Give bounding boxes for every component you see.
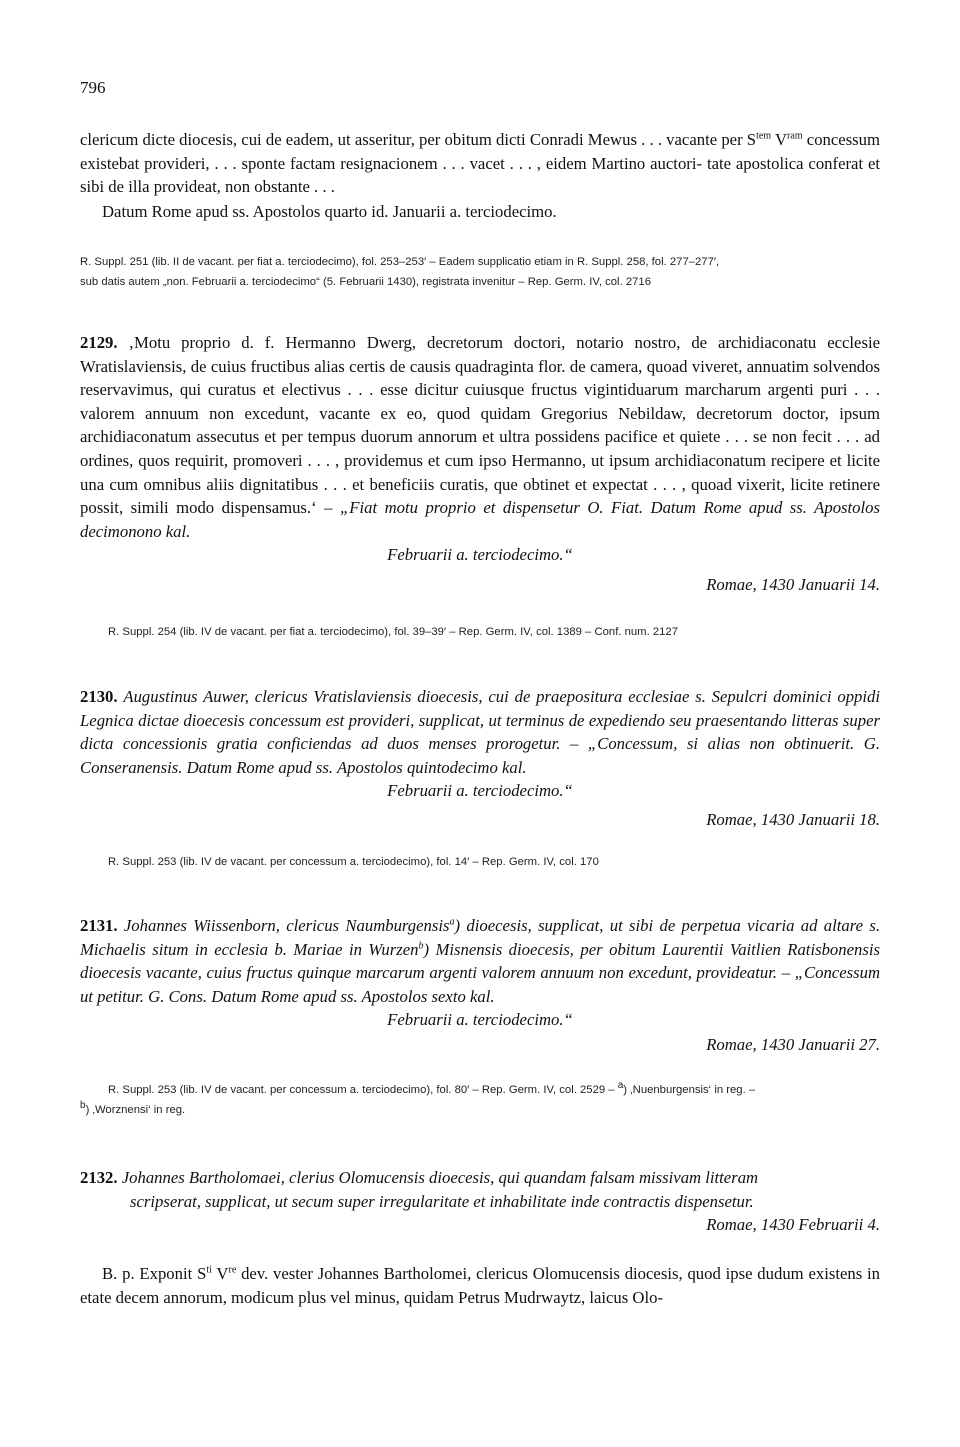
entry-text: 2129. ‚Motu proprio d. f. Hermanno Dwerg, decretorum doctori, notario nostro, de archidiaconatu ecclesie Wratislaviensis, de cuius fructibus alias certis de causis quadraginta flor. de camera, quoad viveret, annuatim solvendos reservavimus, qui curatus et electivus . . . esse dicitur cuiusque fructus vigintiduarum marcharum argenti puri . . . valorem annuum non excedunt, vacante ex eo, quod quidam Gregorius Nebildaw, decretorum doctor, ipsum archidiaconatum assecutus et per tempus duorum annorum et ultra possidens pacifice et quiete . . . se non fecit . . . ad ordines, quos requirit, promoveri . . . , providemus et cum ipso Hermanno, ut ipsum archidiaconatum recipere et licite una cum omnibus aliis dignitatibus . . . et beneficiis curatis, que obtinet et expectat . . . , quoad vixerit, licite retinere possit, simili modo dispensamus.‘ – „Fiat motu proprio et dispensetur O. Fiat. Datum Rome apud ss. Apostolos decimonono kal.: [80, 333, 881, 541]
entry-date: Romae, 1430 Januarii 14.: [706, 574, 880, 594]
entry-body: B. p. Exponit $S^{ti}$ Vre dev. vester Johannes Bartholomei, clericus Olomucensis diocesis, quod ipse dudum existens in etate decem annorum, modicum plus vel minus, quidam Petrus Mudrwaytz, laicus Olo-: [80, 1264, 881, 1307]
entry-number: 2130.: [80, 687, 118, 706]
entry-number: 2131.: [80, 916, 118, 935]
entry-text: 2131. Johannes Wiissenborn, clericus Naumburgensis$^a$) dioecesis, supplicat, ut sibi de perpetua vicaria ad altare s. Michaelis situm in ecclesia b. Mariae in Wurzen$^b$) Misnensis dioecesis, per obitum Laurentii Vaitlien Ratisbonensis dioecesis vacante, cuius fructus quinque marcarum argenti valorem annuum non excedunt, provideatur. – „Concessum ut petitur. G. Cons. Datum Rome apud ss. Apostolos sexto kal.: [80, 916, 880, 1006]
entry-closing: Februarii a. terciodecimo.“: [387, 545, 573, 565]
entry-closing: Februarii a. terciodecimo.“: [387, 781, 573, 801]
entry-2132: [80, 1166, 880, 1237]
page-number: 796: [80, 78, 106, 97]
entry-closing: Februarii a. terciodecimo.“: [387, 1010, 573, 1030]
entry-2129: [80, 331, 880, 597]
entry-text: 2130. Augustinus Auwer, clericus Vratislaviensis dioecesis, cui de praepositura ecclesiae s. Sepulcri dominici oppidi Legnica dictae dioecesis concessum est provideri, supplicat, ut terminus de expediendo seu praesentando litteras super dicta concessionis gratia conficiendas ad duos menses prorogetur. – „Concessum, si alias non obtinuerit. G. Conseranensis. Datum Rome apud ss. Apostolos quintodecimo kal.: [80, 687, 880, 777]
intro-paragraph: clericum dicte diocesis, cui de eadem, ut asseritur, per obitum dicti Conradi Mewus . . . vacante per $S^{tem}$ $V^{ram}$ concessum existebat provideri, . . . sponte factam resignacionem . . . vacet . . . , eidem Martino auctori- tate apostolica conferat et sibi de illa provideat, non obstante . . .: [80, 130, 881, 197]
footnote-2131: R. Suppl. 253 (lib. IV de vacant. per concessum a. terciodecimo), fol. 80′ – Rep. Germ. IV, col. 2529 – $^a$) ‚Nuenburgensis‘ in reg. – $^b$) ‚Worznensi‘ in reg.: [80, 1080, 756, 1116]
footnote-2129: R. Suppl. 254 (lib. IV de vacant. per fiat a. terciodecimo), fol. 39–39′ – Rep. Germ. IV, col. 1389 – Conf. num. 2127: [108, 626, 678, 638]
entry-2130: [80, 685, 880, 832]
footnote-2130: R. Suppl. 253 (lib. IV de vacant. per concessum a. terciodecimo), fol. 14′ – Rep. Germ. IV, col. 170: [108, 856, 599, 868]
entry-text-continued: scripserat, supplicat, ut secum super irregularitate et inhabilitate inde contractis dispensetur.: [130, 1191, 754, 1211]
entry-2132-body: [80, 1262, 880, 1309]
intro-section: [80, 128, 880, 223]
entry-number: 2129.: [80, 333, 118, 352]
intro-footnote: R. Suppl. 251 (lib. II de vacant. per fiat a. terciodecimo), fol. 253–253′ – Eadem supplicatio etiam in R. Suppl. 258, fol. 277–277′, sub datis autem „non. Februarii a. terciodecimo“ (5. Februarii 1430), registrata invenitur – Rep. Germ. IV, col. 2716: [80, 256, 720, 288]
entry-date: Romae, 1430 Januarii 18.: [706, 809, 880, 829]
entry-number: 2132.: [80, 1168, 118, 1187]
entry-2131: [80, 914, 880, 1057]
intro-datum: Datum Rome apud ss. Apostolos quarto id. Januarii a. terciodecimo.: [102, 201, 557, 221]
entry-date: Romae, 1430 Januarii 27.: [706, 1034, 880, 1054]
entry-date: Romae, 1430 Februarii 4.: [706, 1215, 880, 1235]
entry-text: 2132. Johannes Bartholomaei, clerius Olomucensis dioecesis, qui quandam falsam missivam litteram: [80, 1168, 759, 1187]
